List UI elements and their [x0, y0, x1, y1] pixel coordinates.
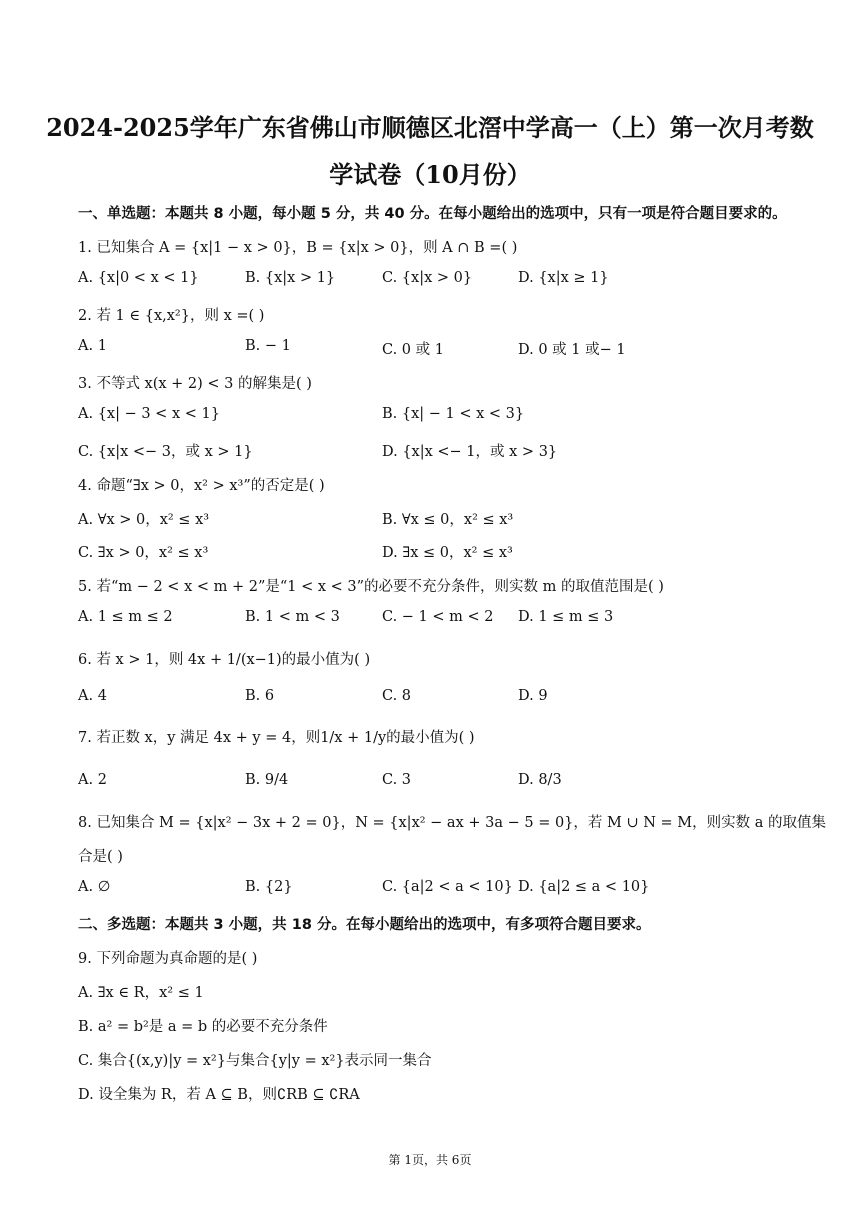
q2-option-b: B. − 1 [245, 338, 291, 354]
q6-option-b: B. 6 [245, 688, 275, 704]
q9-option-a: A. ∃x ∈ R，x² ≤ 1 [78, 985, 204, 1001]
q6-option-c: C. 8 [382, 688, 412, 704]
q4-option-a: A. ∀x > 0，x² ≤ x³ [78, 512, 210, 528]
q2-option-d: D. 0 或 1 或− 1 [518, 342, 626, 358]
q3-option-a: A. {x| − 3 < x < 1} [78, 406, 220, 422]
q1-option-d: D. {x|x ≥ 1} [518, 270, 609, 286]
q3-option-b: B. {x| − 1 < x < 3} [382, 406, 525, 422]
q5-option-c: C. − 1 < m < 2 [382, 609, 494, 625]
q4-option-d: D. ∃x ≤ 0，x² ≤ x³ [382, 545, 513, 561]
question-3: 3. 不等式 x(x + 2) < 3 的解集是( ) [78, 376, 312, 392]
question-5: 5. 若“m − 2 < x < m + 2”是“1 < x < 3”的必要不充分条件，则实数 m 的取值范围是( ) [78, 579, 664, 595]
question-9: 9. 下列命题为真命题的是( ) [78, 951, 258, 967]
q5-option-b: B. 1 < m < 3 [245, 609, 340, 625]
section-heading-multiple-choice: 二、多选题：本题共 3 小题，共 18 分。在每小题给出的选项中，有多项符合题目要求。 [78, 917, 651, 933]
q8-option-d: D. {a|2 ≤ a < 10} [518, 879, 650, 895]
q1-option-c: C. {x|x > 0} [382, 270, 473, 286]
q4-option-c: C. ∃x > 0，x² ≤ x³ [78, 545, 209, 561]
exam-title-line2: 学试卷（10月份） [329, 160, 531, 189]
page-footer: 第 1页，共 6页 [388, 1153, 472, 1167]
q7-option-b: B. 9/4 [245, 772, 289, 788]
question-4: 4. 命题“∃x > 0，x² > x³”的否定是( ) [78, 478, 325, 494]
q6-option-a: A. 4 [78, 688, 107, 704]
question-7: 7. 若正数 x，y 满足 4x + y = 4，则1/x + 1/y的最小值为( ) [78, 730, 475, 746]
q2-option-a: A. 1 [78, 338, 107, 354]
exam-title-line1: 2024-2025学年广东省佛山市顺德区北滘中学高一（上）第一次月考数 [46, 113, 814, 142]
question-8-continued: 合是( ) [78, 849, 123, 865]
q8-option-c: C. {a|2 < a < 10} [382, 879, 513, 895]
q8-option-b: B. {2} [245, 879, 293, 895]
q5-option-a: A. 1 ≤ m ≤ 2 [78, 609, 173, 625]
section-heading-single-choice: 一、单选题：本题共 8 小题，每小题 5 分，共 40 分。在每小题给出的选项中，只有一项是符合题目要求的。 [78, 206, 787, 222]
q7-option-c: C. 3 [382, 772, 412, 788]
question-2: 2. 若 1 ∈ {x,x²}，则 x =( ) [78, 308, 265, 324]
question-6: 6. 若 x > 1，则 4x + 1/(x−1)的最小值为( ) [78, 652, 371, 668]
q7-option-d: D. 8/3 [518, 772, 562, 788]
q9-option-b: B. a² = b²是 a = b 的必要不充分条件 [78, 1019, 328, 1035]
q3-option-d: D. {x|x <− 1，或 x > 3} [382, 444, 558, 460]
q1-option-a: A. {x|0 < x < 1} [78, 270, 199, 286]
question-8: 8. 已知集合 M = {x|x² − 3x + 2 = 0}，N = {x|x² − ax + 3a − 5 = 0}，若 M ∪ N = M，则实数 a 的取值集 [78, 815, 826, 831]
q7-option-a: A. 2 [78, 772, 107, 788]
q8-option-a: A. ∅ [78, 879, 111, 895]
q4-option-b: B. ∀x ≤ 0，x² ≤ x³ [382, 512, 514, 528]
q9-option-d: D. 设全集为 R，若 A ⊆ B，则∁RB ⊆ ∁RA [78, 1087, 360, 1103]
q1-option-b: B. {x|x > 1} [245, 270, 336, 286]
q9-option-c: C. 集合{(x,y)|y = x²}与集合{y|y = x²}表示同一集合 [78, 1053, 432, 1069]
q6-option-d: D. 9 [518, 688, 548, 704]
question-1: 1. 已知集合 A = {x|1 − x > 0}，B = {x|x > 0}，则 A ∩ B =( ) [78, 240, 518, 256]
q3-option-c: C. {x|x <− 3，或 x > 1} [78, 444, 253, 460]
q5-option-d: D. 1 ≤ m ≤ 3 [518, 609, 614, 625]
q2-option-c: C. 0 或 1 [382, 342, 444, 358]
